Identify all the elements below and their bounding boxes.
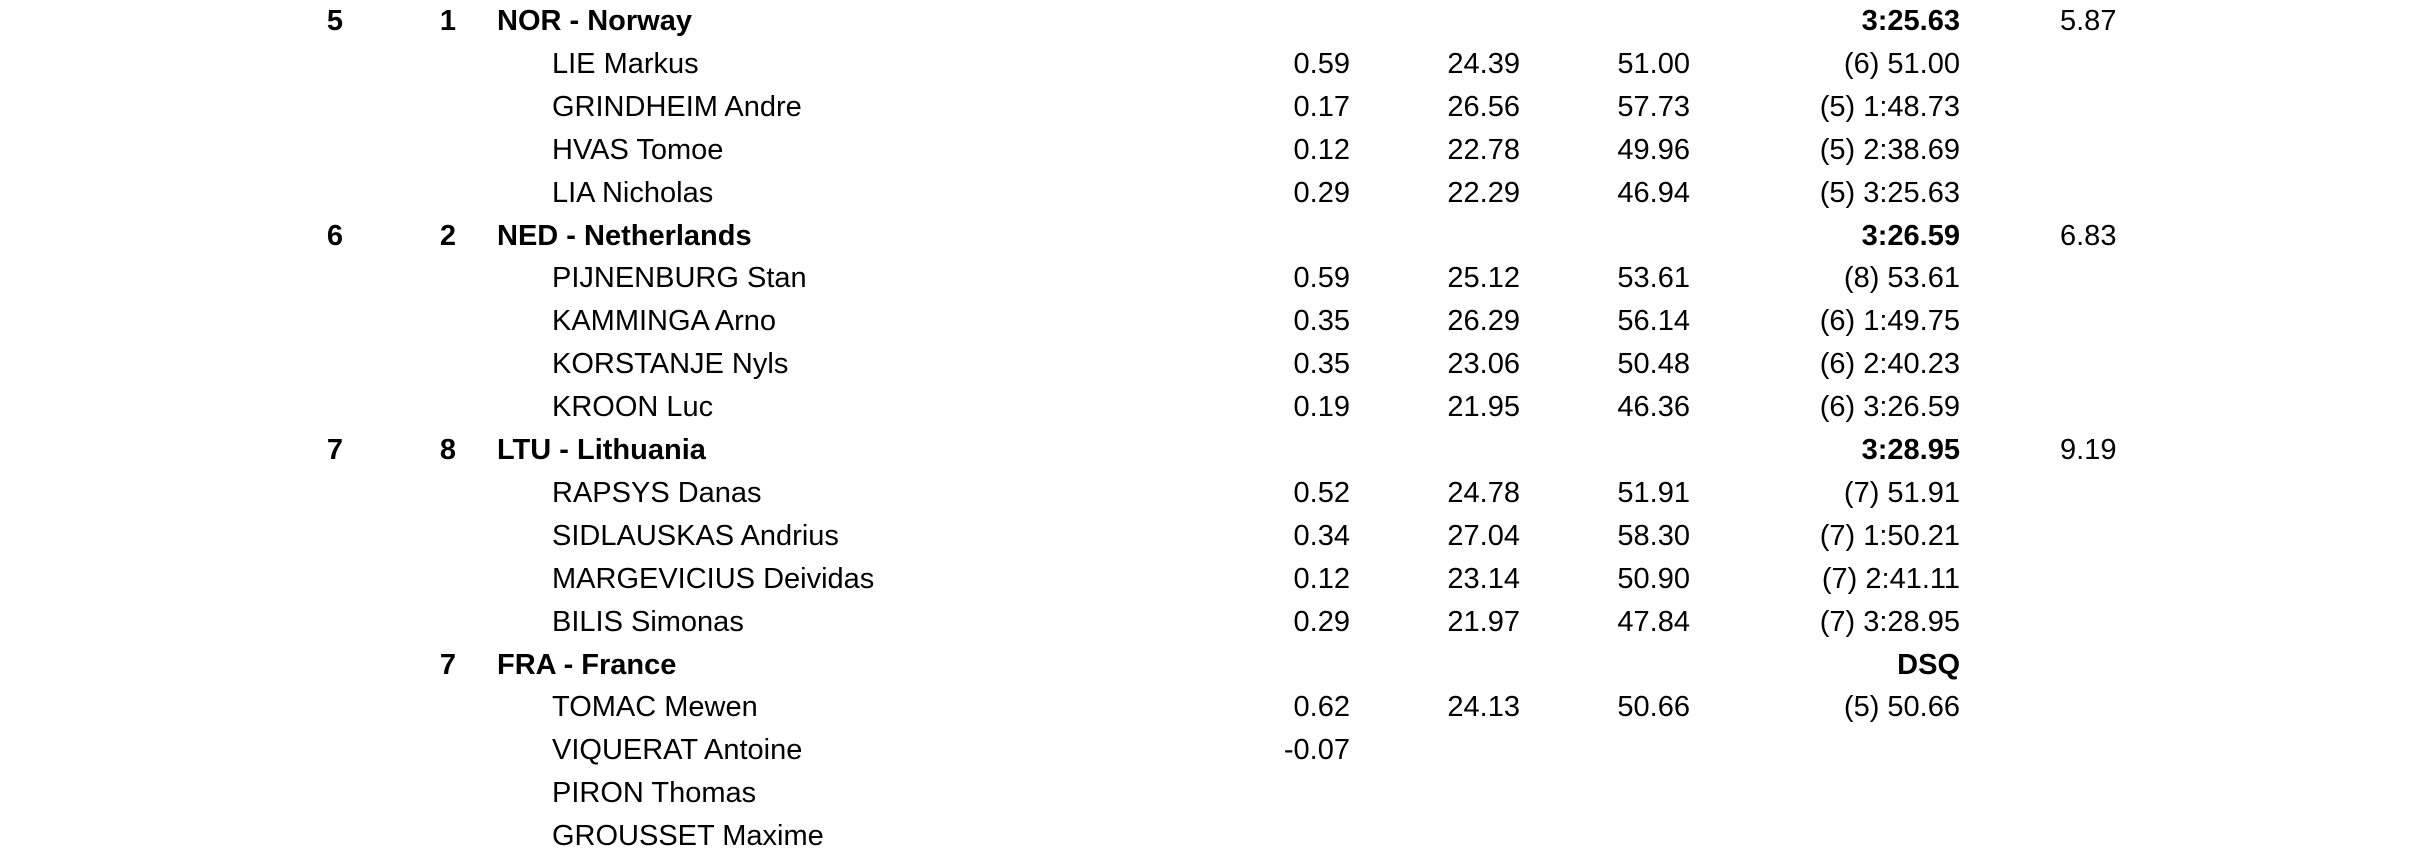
team-name: NED - Netherlands bbox=[497, 219, 752, 252]
swimmer-row bbox=[0, 86, 2420, 128]
swimmer-name: MARGEVICIUS Deividas bbox=[552, 562, 875, 595]
split-100m: 47.84 bbox=[1617, 605, 1690, 638]
split-50m: 22.29 bbox=[1447, 176, 1520, 209]
swimmer-name: LIA Nicholas bbox=[552, 176, 714, 209]
cumulative-time: (6) 3:26.59 bbox=[1819, 391, 1960, 424]
swimmer-name: KROON Luc bbox=[552, 391, 714, 424]
team-time-behind: 5.87 bbox=[2060, 5, 2117, 37]
team-row bbox=[0, 644, 2420, 686]
team-name: NOR - Norway bbox=[497, 5, 692, 37]
swimmer-row bbox=[0, 686, 2420, 728]
team-time-behind: 9.19 bbox=[2060, 434, 2117, 466]
swimmer-row bbox=[0, 558, 2420, 600]
cumulative-time: (7) 2:41.11 bbox=[1821, 562, 1960, 595]
swimmer-row bbox=[0, 729, 2420, 771]
split-100m: 46.94 bbox=[1617, 176, 1690, 209]
swimmer-row bbox=[0, 386, 2420, 428]
team-final-time: DSQ bbox=[1897, 648, 1960, 681]
swimmer-row bbox=[0, 343, 2420, 385]
cumulative-time: (7) 1:50.21 bbox=[1819, 519, 1960, 552]
cumulative-time: (7) 3:28.95 bbox=[1819, 605, 1960, 638]
reaction-time: -0.07 bbox=[1283, 734, 1350, 767]
split-50m: 24.39 bbox=[1447, 47, 1520, 80]
reaction-time: 0.35 bbox=[1293, 348, 1350, 381]
swimmer-name: VIQUERAT Antoine bbox=[552, 734, 803, 767]
reaction-time: 0.17 bbox=[1293, 90, 1350, 123]
split-50m: 26.29 bbox=[1447, 305, 1520, 338]
swimmer-row bbox=[0, 815, 2420, 857]
swimmer-name: RAPSYS Danas bbox=[552, 476, 762, 509]
reaction-time: 0.29 bbox=[1293, 605, 1350, 638]
split-100m: 49.96 bbox=[1617, 133, 1690, 166]
reaction-time: 0.59 bbox=[1293, 47, 1350, 80]
reaction-time: 0.29 bbox=[1293, 176, 1350, 209]
cumulative-time: (6) 1:49.75 bbox=[1819, 305, 1960, 338]
team-rank: 5 bbox=[326, 5, 344, 37]
split-50m: 21.97 bbox=[1447, 605, 1520, 638]
team-lane: 8 bbox=[439, 434, 457, 466]
cumulative-time: (6) 51.00 bbox=[1843, 47, 1960, 80]
team-final-time: 3:25.63 bbox=[1861, 5, 1960, 37]
team-name: LTU - Lithuania bbox=[497, 434, 706, 466]
cumulative-time: (7) 51.91 bbox=[1843, 476, 1960, 509]
cumulative-time: (5) 50.66 bbox=[1843, 691, 1960, 724]
split-50m: 23.14 bbox=[1447, 562, 1520, 595]
swimmer-name: TOMAC Mewen bbox=[552, 691, 758, 724]
reaction-time: 0.12 bbox=[1293, 133, 1350, 166]
split-50m: 26.56 bbox=[1447, 90, 1520, 123]
split-50m: 22.78 bbox=[1447, 133, 1520, 166]
split-100m: 50.90 bbox=[1617, 562, 1690, 595]
split-100m: 46.36 bbox=[1617, 391, 1690, 424]
swimmer-name: KAMMINGA Arno bbox=[552, 305, 777, 338]
reaction-time: 0.35 bbox=[1293, 305, 1350, 338]
swimmer-row bbox=[0, 172, 2420, 214]
split-50m: 24.13 bbox=[1447, 691, 1520, 724]
team-final-time: 3:28.95 bbox=[1861, 434, 1960, 466]
split-50m: 25.12 bbox=[1447, 262, 1520, 295]
reaction-time: 0.62 bbox=[1293, 691, 1350, 724]
swimmer-row bbox=[0, 772, 2420, 814]
split-100m: 51.00 bbox=[1617, 47, 1690, 80]
swimmer-name: GROUSSET Maxime bbox=[552, 820, 824, 853]
reaction-time: 0.59 bbox=[1293, 262, 1350, 295]
split-50m: 24.78 bbox=[1447, 476, 1520, 509]
swimmer-row bbox=[0, 129, 2420, 171]
split-50m: 27.04 bbox=[1447, 519, 1520, 552]
swimmer-name: KORSTANJE Nyls bbox=[552, 348, 789, 381]
team-name: FRA - France bbox=[497, 648, 677, 681]
team-row bbox=[0, 0, 2420, 42]
team-time-behind: 6.83 bbox=[2060, 219, 2117, 252]
split-100m: 51.91 bbox=[1617, 476, 1690, 509]
cumulative-time: (5) 3:25.63 bbox=[1819, 176, 1960, 209]
reaction-time: 0.34 bbox=[1293, 519, 1350, 552]
team-rank: 7 bbox=[326, 434, 344, 466]
swimmer-row bbox=[0, 257, 2420, 299]
swimmer-name: GRINDHEIM Andre bbox=[552, 90, 802, 123]
team-lane: 1 bbox=[439, 5, 457, 37]
team-row bbox=[0, 429, 2420, 471]
split-50m: 21.95 bbox=[1447, 391, 1520, 424]
split-100m: 56.14 bbox=[1617, 305, 1690, 338]
split-50m: 23.06 bbox=[1447, 348, 1520, 381]
cumulative-time: (8) 53.61 bbox=[1843, 262, 1960, 295]
team-lane: 7 bbox=[439, 648, 457, 681]
split-100m: 57.73 bbox=[1617, 90, 1690, 123]
split-100m: 50.48 bbox=[1617, 348, 1690, 381]
cumulative-time: (6) 2:40.23 bbox=[1819, 348, 1960, 381]
swimmer-row bbox=[0, 43, 2420, 85]
split-100m: 58.30 bbox=[1617, 519, 1690, 552]
reaction-time: 0.52 bbox=[1293, 476, 1350, 509]
team-final-time: 3:26.59 bbox=[1861, 219, 1960, 252]
swimmer-name: BILIS Simonas bbox=[552, 605, 744, 638]
reaction-time: 0.12 bbox=[1293, 562, 1350, 595]
reaction-time: 0.19 bbox=[1293, 391, 1350, 424]
cumulative-time: (5) 2:38.69 bbox=[1819, 133, 1960, 166]
swimmer-name: HVAS Tomoe bbox=[552, 133, 724, 166]
swimmer-row bbox=[0, 300, 2420, 342]
team-rank: 6 bbox=[326, 219, 344, 252]
swimmer-row bbox=[0, 472, 2420, 514]
cumulative-time: (5) 1:48.73 bbox=[1819, 90, 1960, 123]
swimmer-name: PIJNENBURG Stan bbox=[552, 262, 807, 295]
swimmer-name: LIE Markus bbox=[552, 47, 699, 80]
swimmer-name: SIDLAUSKAS Andrius bbox=[552, 519, 839, 552]
swimmer-row bbox=[0, 601, 2420, 643]
split-100m: 53.61 bbox=[1617, 262, 1690, 295]
swimmer-name: PIRON Thomas bbox=[552, 777, 757, 810]
swimmer-row bbox=[0, 515, 2420, 557]
split-100m: 50.66 bbox=[1617, 691, 1690, 724]
team-row bbox=[0, 215, 2420, 257]
team-lane: 2 bbox=[439, 219, 457, 252]
